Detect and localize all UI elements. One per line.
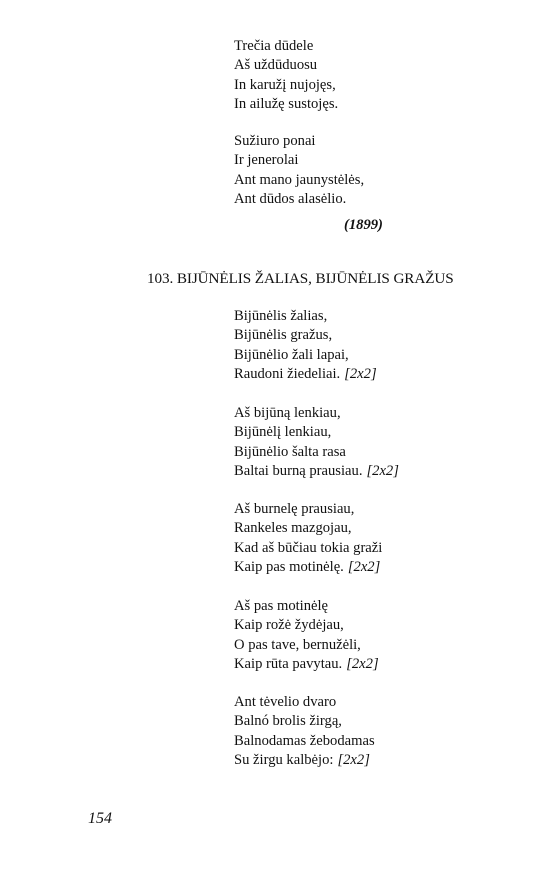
- poem-line: Balnó brolis žirgą,: [234, 713, 342, 730]
- poem-title: 103. BIJŪNĖLIS ŽALIAS, BIJŪNĖLIS GRAŽUS: [147, 270, 454, 287]
- page-number: 154: [88, 810, 112, 827]
- poem-line: [234, 462, 399, 481]
- poem-line: Bijūnėlis žalias,: [234, 308, 328, 324]
- stanza: [234, 404, 399, 482]
- stanza: [234, 37, 338, 115]
- poem-line: Bijūnėlį lenkiau,: [234, 424, 332, 441]
- refrain-marker: [2x2]: [366, 463, 399, 480]
- stanza: [234, 132, 364, 210]
- poem-line-text: Raudoni žiedeliai.: [234, 366, 341, 383]
- poem-line: [234, 655, 379, 674]
- poem-line-text: Kaip rūta pavytau.: [234, 656, 343, 673]
- poem-date: (1899): [344, 217, 383, 233]
- poem-line: [234, 365, 377, 384]
- poem-line: Ant dūdos alasėlio.: [234, 191, 347, 208]
- poem-line: Trečia dūdele: [234, 38, 314, 54]
- poem-line: Balnodamas žebodamas: [234, 732, 375, 749]
- poem-line: Kaip rožė žydėjau,: [234, 617, 344, 634]
- poem-line-text: Baltai burną prausiau.: [234, 463, 363, 480]
- poem-line: [234, 558, 382, 577]
- refrain-marker: [2x2]: [337, 752, 370, 769]
- poem-line: In ailužę sustojęs.: [234, 96, 339, 113]
- poem-line: Rankeles mazgojau,: [234, 520, 352, 537]
- poem-line: Bijūnėlis gražus,: [234, 327, 333, 344]
- poem-line: Kad aš būčiau tokia graži: [234, 539, 383, 556]
- refrain-marker: [2x2]: [347, 559, 381, 576]
- poem-line: Ir jenerolai: [234, 152, 299, 169]
- poem-line: Bijūnėlio šalta rasa: [234, 443, 346, 460]
- poem-line: In karužį nujojęs,: [234, 76, 336, 93]
- stanza: [234, 500, 382, 578]
- poem-line: O pas tave, bernužėli,: [234, 636, 361, 653]
- poem-line: Aš bijūną lenkiau,: [234, 405, 341, 421]
- stanza: [234, 307, 377, 385]
- poem-line: Ant mano jaunystėlės,: [234, 171, 365, 188]
- poem-line: Aš pas motinėlę: [234, 598, 329, 614]
- poem-line-text: Su žirgu kalbėjo:: [234, 752, 334, 769]
- refrain-marker: [2x2]: [344, 366, 377, 383]
- poem-line: Bijūnėlio žali lapai,: [234, 346, 349, 363]
- poem-line: Sužiuro ponai: [234, 133, 316, 149]
- poem-line: [234, 751, 375, 770]
- stanza: [234, 693, 375, 771]
- poem-line: Ant tėvelio dvaro: [234, 694, 337, 710]
- poem-line: Aš uždūduosu: [234, 57, 318, 74]
- refrain-marker: [2x2]: [346, 656, 379, 673]
- stanza: [234, 597, 379, 675]
- poem-line: Aš burnelę prausiau,: [234, 501, 355, 517]
- poem-line-text: Kaip pas motinėlę.: [234, 559, 344, 576]
